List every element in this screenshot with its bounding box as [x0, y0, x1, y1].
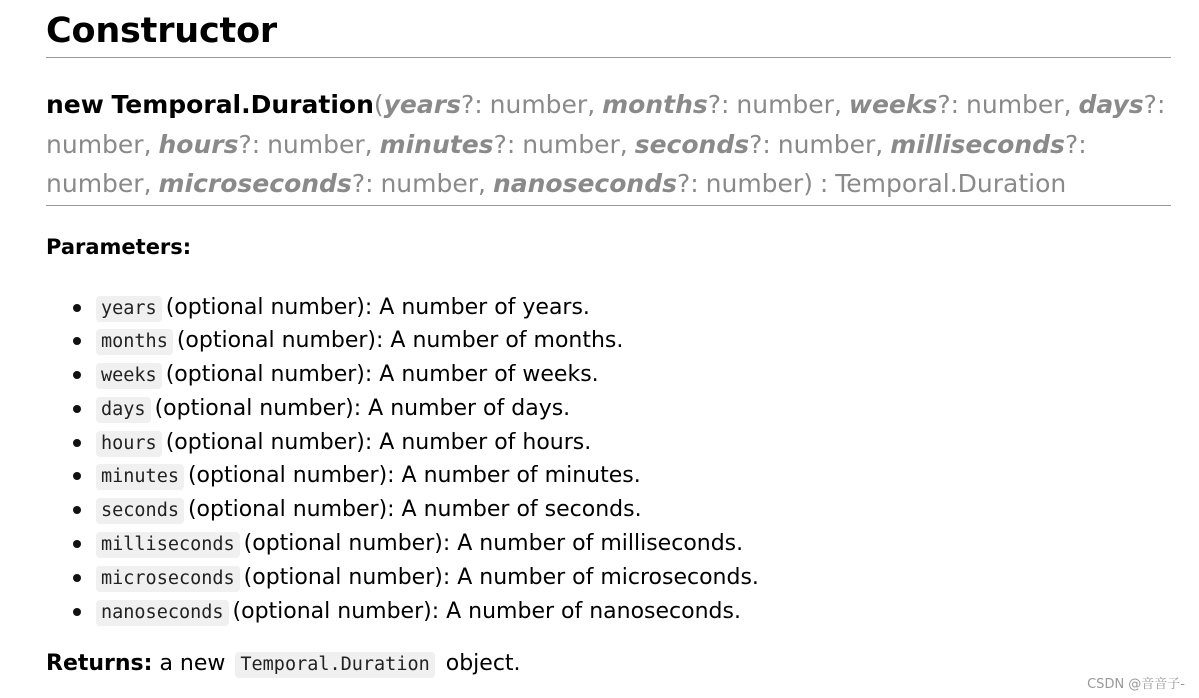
watermark: CSDN @音音子-: [1087, 677, 1185, 692]
param-code: hours: [96, 431, 162, 457]
param-code: milliseconds: [96, 532, 240, 558]
signature-param-type: ?: number,: [46, 129, 1087, 198]
list-item: [46, 426, 1171, 460]
signature-param-type: ?: number,: [351, 169, 493, 198]
param-code: years: [96, 296, 162, 322]
param-description: (optional number): A number of milliseconds.: [243, 531, 744, 557]
signature-param-type: ?: number,: [460, 90, 603, 119]
bullet-icon: [73, 608, 81, 616]
bullet-icon: [73, 540, 81, 548]
signature-param-type: ?: number,: [238, 129, 380, 159]
returns-text-after: object.: [438, 651, 521, 677]
returns-line: [46, 649, 1171, 680]
param-description: (optional number): A number of seconds.: [187, 497, 642, 523]
list-item: [46, 291, 1171, 325]
bullet-icon: [73, 337, 81, 345]
section-title: Constructor: [46, 0, 1171, 58]
constructor-signature: [46, 85, 1171, 206]
parameters-heading: Parameters:: [46, 234, 192, 259]
signature-param-name: years: [383, 90, 461, 119]
param-description: (optional number): A number of nanoseconds.: [232, 598, 741, 624]
param-code: minutes: [96, 464, 184, 490]
signature-param-name: seconds: [634, 129, 750, 159]
param-description: (optional number): A number of microseconds.: [243, 564, 759, 590]
bullet-icon: [73, 405, 81, 413]
list-item: [46, 561, 1171, 595]
returns-code: Temporal.Duration: [235, 652, 434, 678]
doc-section: [46, 0, 1171, 680]
param-description: (optional number): A number of weeks.: [165, 362, 599, 388]
list-item: [46, 392, 1171, 426]
signature-close: ) : Temporal.Duration: [803, 169, 1067, 198]
list-item: [46, 358, 1171, 392]
signature-param-name: weeks: [848, 90, 938, 119]
bullet-icon: [73, 506, 81, 514]
returns-text-before: a new: [152, 651, 233, 677]
signature-param-type: ?: number: [676, 169, 804, 198]
param-code: months: [96, 329, 173, 355]
param-description: (optional number): A number of hours.: [165, 429, 592, 455]
signature-param-name: months: [602, 90, 708, 119]
signature-name: new Temporal.Duration: [46, 90, 374, 119]
signature-param-type: ?: number,: [749, 129, 891, 159]
param-description: (optional number): A number of minutes.: [187, 463, 641, 489]
list-item: [46, 493, 1171, 527]
signature-param-name: days: [1078, 90, 1144, 119]
parameters-list: [46, 291, 1171, 629]
param-code: weeks: [96, 363, 162, 389]
signature-param-name: milliseconds: [890, 129, 1065, 159]
list-item: [46, 324, 1171, 358]
list-item: [46, 527, 1171, 561]
bullet-icon: [73, 439, 81, 447]
list-item: [46, 595, 1171, 629]
signature-param-name: hours: [158, 129, 239, 159]
signature-param-type: ?: number,: [46, 90, 1166, 159]
returns-label: Returns:: [46, 651, 153, 677]
signature-param-type: ?: number,: [937, 90, 1079, 119]
param-description: (optional number): A number of years.: [165, 294, 590, 320]
bullet-icon: [73, 304, 81, 312]
signature-param-type: ?: number,: [707, 90, 849, 119]
param-description: (optional number): A number of months.: [176, 328, 624, 354]
param-code: days: [96, 397, 151, 423]
signature-param-name: microseconds: [158, 169, 352, 198]
param-code: nanoseconds: [96, 600, 229, 626]
signature-open-paren: (: [373, 90, 384, 119]
signature-param-type: ?: number,: [493, 129, 635, 159]
signature-param-name: minutes: [379, 129, 494, 159]
list-item: [46, 459, 1171, 493]
bullet-icon: [73, 574, 81, 582]
param-code: seconds: [96, 498, 184, 524]
bullet-icon: [73, 472, 81, 480]
param-description: (optional number): A number of days.: [154, 395, 571, 421]
param-code: microseconds: [96, 566, 240, 592]
signature-param-name: nanoseconds: [492, 169, 677, 198]
bullet-icon: [73, 371, 81, 379]
